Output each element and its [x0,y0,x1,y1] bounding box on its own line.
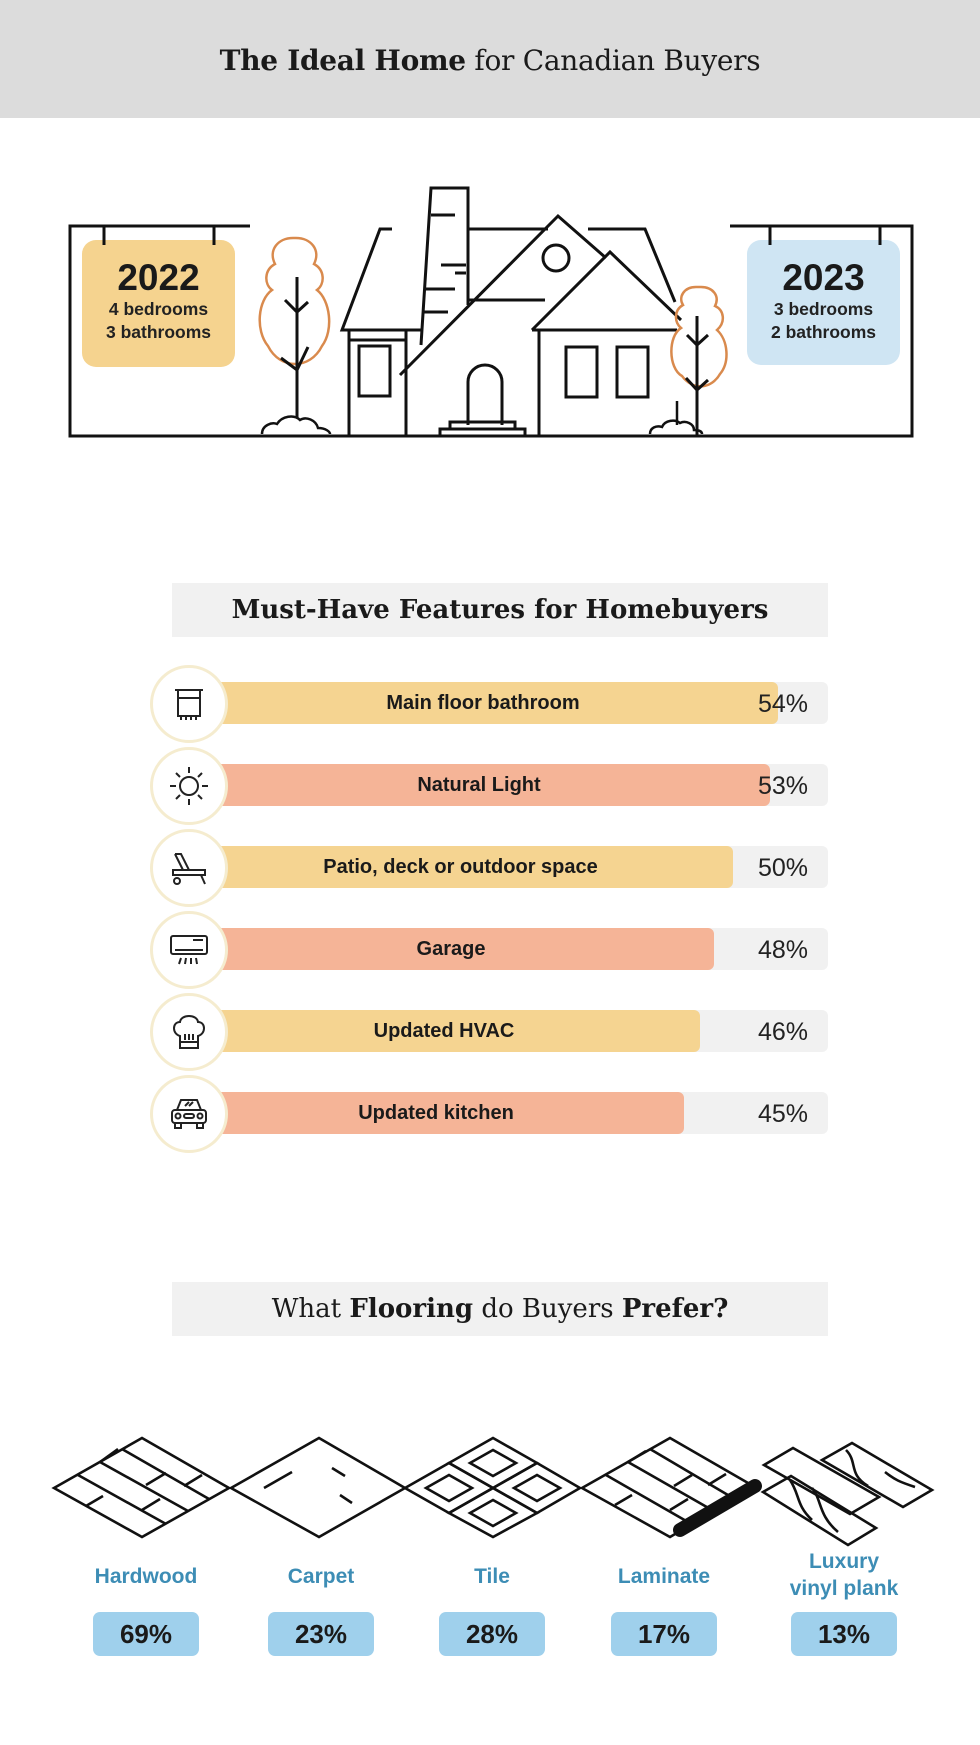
feature-percent: 53% [757,772,808,800]
feature-row [148,745,828,825]
flooring-percent-badge: 28% [439,1612,545,1656]
flooring-label: Laminate [617,1565,711,1588]
hardwood-icon [54,1438,229,1537]
feature-percent: 48% [757,936,808,964]
feature-icon-badge [150,1075,228,1153]
feature-icon-badge [150,993,228,1071]
feature-icon-badge [150,829,228,907]
feature-row [148,1073,828,1153]
page-title [0,44,980,77]
chef-hat-icon [169,1010,209,1054]
sign-bathrooms: 2 bathrooms [770,322,877,342]
feature-row [148,991,828,1071]
laminate-icon [582,1438,755,1537]
feature-percent: 54% [757,690,808,718]
flooring-percent-badge: 23% [268,1612,374,1656]
feature-label: Main floor bathroom [386,692,580,714]
feature-label: Garage [416,938,486,960]
house-scene [0,150,980,460]
flooring-label: Tile [474,1565,510,1588]
features-title: Must-Have Features for Homebuyers [231,595,769,625]
flooring-section-header [172,1282,828,1336]
sign-year: 2022 [117,257,200,298]
sign-year: 2023 [782,257,865,298]
sign-bathrooms: 3 bathrooms [105,322,212,342]
flooring-title-part: Prefer? [621,1294,729,1324]
feature-percent: 46% [757,1018,808,1046]
sign-bedrooms: 4 bedrooms [108,299,209,319]
flooring-percent-badge: 69% [93,1612,199,1656]
feature-icon-badge [150,665,228,743]
flooring-label: Carpet [287,1565,355,1588]
flooring-label: Hardwood [94,1565,198,1588]
feature-label: Updated kitchen [358,1102,514,1124]
luxury-vinyl-plank-icon [763,1443,932,1545]
sign-bedrooms: 3 bedrooms [773,299,874,319]
page-header [0,0,980,118]
flooring-title [172,1294,828,1324]
towel-rack-icon [169,684,209,724]
sun-icon [167,764,211,808]
flooring-title-part: What [271,1294,350,1324]
title-bold: The Ideal Home [219,44,466,77]
feature-label: Patio, deck or outdoor space [323,856,598,878]
flooring-illustrations-icon [0,1420,980,1560]
sign-hooks-icon [0,226,980,266]
air-conditioner-icon [167,930,211,970]
lounge-chair-icon [167,848,211,888]
feature-label: Updated HVAC [373,1020,515,1042]
flooring-title-part: do Buyers [473,1294,622,1324]
feature-row [148,663,828,743]
feature-percent: 50% [757,854,808,882]
carpet-icon [231,1438,405,1537]
flooring-label: Luxury vinyl plank [789,1550,899,1600]
flooring-title-part: Flooring [349,1294,474,1324]
flooring-percent-badge: 13% [791,1612,897,1656]
feature-row [148,827,828,907]
feature-label: Natural Light [417,774,541,796]
feature-icon-badge [150,911,228,989]
flooring-percent-badge: 17% [611,1612,717,1656]
features-section-header [172,583,828,637]
title-rest: for Canadian Buyers [465,44,761,77]
feature-icon-badge [150,747,228,825]
car-icon [167,1094,211,1134]
tile-icon [400,1434,586,1542]
feature-row [148,909,828,989]
feature-percent: 45% [757,1100,808,1128]
